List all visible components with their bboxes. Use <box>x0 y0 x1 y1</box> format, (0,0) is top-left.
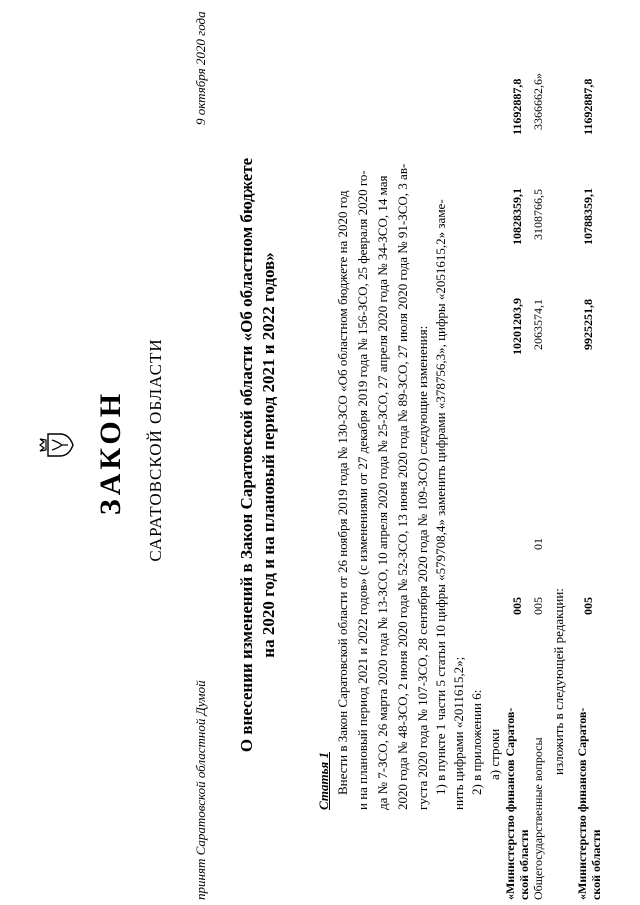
article-line: а) строки <box>487 728 502 780</box>
article-heading: Статья 1 <box>316 752 331 810</box>
region-name: САРАТОВСКОЙ ОБЛАСТИ <box>146 338 165 562</box>
old-row-2-code: 005 <box>531 597 545 615</box>
article-line: да № 7-ЗСО, 26 марта 2020 года № 13-ЗСО, 10 апреля 2020 года № 25-ЗСО, 27 апреля 2020 года № 34-ЗСО, 14 мая <box>375 175 390 810</box>
article-line: Внести в Закон Саратовской области от 26 ноября 2019 года № 130-ЗСО «Об областном бюджете на 2020 год <box>335 190 350 795</box>
old-row-1-name-cont: ской области <box>517 829 531 900</box>
old-row-2-value-2021: 3108766,5 <box>531 189 545 240</box>
adoption-date: 9 октября 2020 года <box>193 11 208 125</box>
old-row-1-value-2020: 10201203,9 <box>510 298 524 355</box>
new-row-1-value-2020: 9925251,8 <box>581 299 595 350</box>
new-row-1-value-2022: 11692887,8 <box>581 78 595 135</box>
law-title: ЗАКОН <box>94 389 127 516</box>
article-line: 1) в пункте 1 части 5 статьи 10 цифры «579708,4» заменить цифрами «378756,3», цифры «2051615,2» заме- <box>433 199 448 795</box>
article-line: нить цифрами «2011615,2»; <box>451 656 466 810</box>
article-line: 2020 года № 48-ЗСО, 2 июня 2020 года № 52-ЗСО, 13 июня 2020 года № 89-ЗСО, 27 июля 2020 года № 91-ЗСО, 3 ав- <box>395 163 410 810</box>
old-row-2-section: 01 <box>531 538 545 550</box>
new-row-1-name: «Министерство финансов Саратов- <box>575 707 589 900</box>
article-line: 2) в приложении 6: <box>469 689 484 795</box>
old-row-2-value-2022: 3366662,6» <box>531 73 545 130</box>
old-row-1-value-2022: 11692887,8 <box>510 78 524 135</box>
old-row-1-value-2021: 10828359,1 <box>510 188 524 245</box>
article-line: и на плановый период 2021 и 2022 годов» (с изменениями от 27 декабря 2019 года № 156-ЗСО, 25 февраля 2020 го- <box>355 170 370 810</box>
adopted-by: принят Саратовской областной Думой <box>193 680 208 900</box>
new-row-1-code: 005 <box>581 597 595 615</box>
old-row-2-value-2020: 2063574,1 <box>531 299 545 350</box>
new-row-1-value-2021: 10788359,1 <box>581 188 595 245</box>
coat-of-arms-icon <box>38 430 74 460</box>
new-row-1-name-cont: ской области <box>589 829 603 900</box>
old-row-1-name: «Министерство финансов Саратов- <box>503 707 517 900</box>
replace-note: изложить в следующей редакции: <box>551 588 566 775</box>
document-title-line-2: на 2020 год и на плановый период 2021 и 2022 годов» <box>259 252 278 658</box>
old-row-1-code: 005 <box>510 597 524 615</box>
article-line: густа 2020 года № 107-ЗСО, 28 сентября 2020 года № 109-ЗСО) следующие изменения: <box>415 325 430 810</box>
document-title-line-1: О внесении изменений в Закон Саратовской области «Об областном бюджете <box>237 157 256 753</box>
old-row-2-name: Общегосударственные вопросы <box>531 737 545 900</box>
